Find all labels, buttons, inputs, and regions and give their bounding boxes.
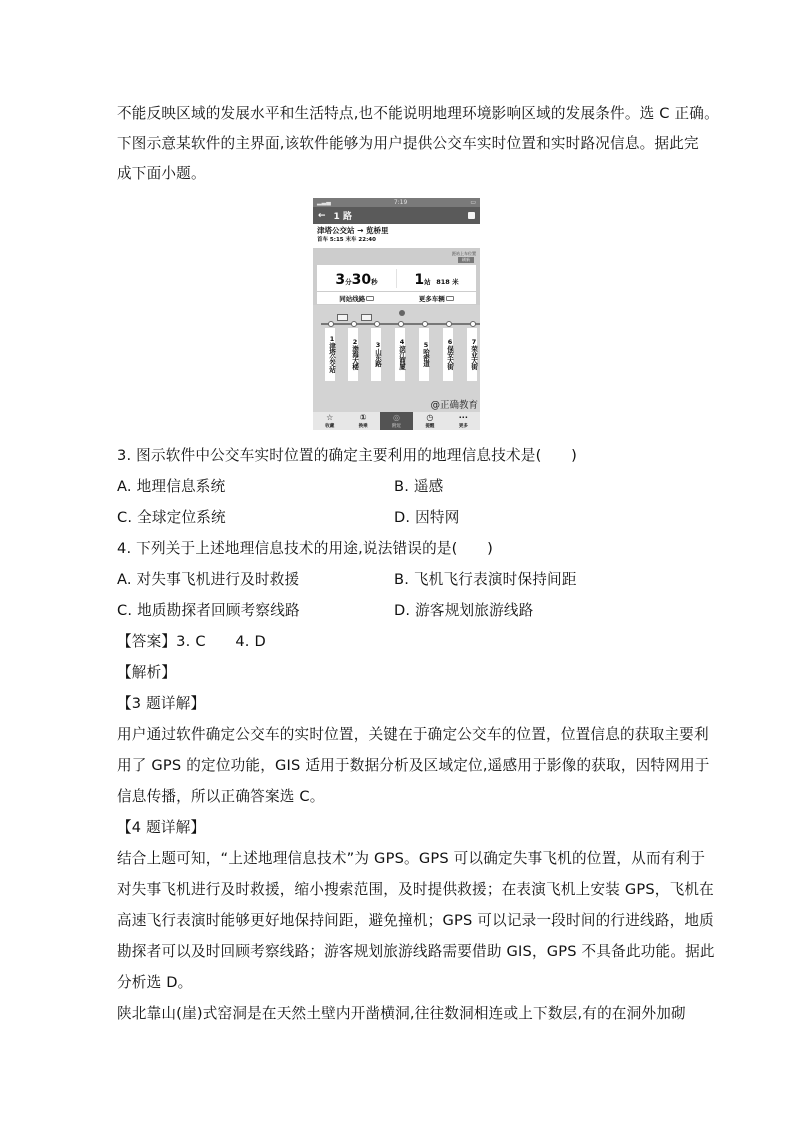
bus-app-screenshot [313,198,480,430]
nearby-icon: ◎ [393,413,400,422]
question-4-options-row-2 [117,601,679,621]
q3-option-b: B. 遥感 [394,478,444,495]
bottom-nav [313,412,480,430]
q4-option-d: D. 游客规划旅游线路 [394,602,534,619]
q4-detail-heading: 【4 题详解】 [117,819,206,836]
refresh-button: 刷新 [458,257,474,263]
question-4-stem: 4. 下列关于上述地理信息技术的用途,说法错误的是( ) [117,540,494,557]
transfer-icon: ① [359,413,367,422]
q3-option-a: A. 地理信息系统 [117,478,226,495]
q3-option-c: C. 全球定位系统 [117,509,226,526]
nav-transfer: ① 换乘 [346,412,379,430]
nav-favorites: ☆ 收藏 [313,412,346,430]
station-3: 3山东路 [371,321,382,381]
arrival-info [313,248,480,305]
q3-detail-line-1: 用户通过软件确定公交车的实时位置，关键在于确定公交车的位置，位置信息的获取主要利 [117,726,709,743]
bus-icon [361,314,372,321]
station-5: 5哈密道 [419,321,430,381]
map-icon [468,212,475,219]
nav-reminder: ◷ 提醒 [413,412,446,430]
question-3-options-row-2 [117,508,679,528]
answer-line: 【答案】3. C 4. D [117,633,266,650]
list-icon [366,296,374,301]
q3-detail-line-2: 用了 GPS 的定位功能，GIS 适用于数据分析及区域定位,遥感用于影像的获取，因特网用于 [117,757,710,774]
same-stop-lines-link: 同站线路 [317,294,397,303]
boarding-hint: 距站上车位置 [452,251,476,256]
back-arrow-icon: ← [318,210,326,221]
q4-option-c: C. 地质勘探者回顾考察线路 [117,602,300,619]
app-bar [313,207,480,224]
q4-detail-line-1: 结合上题可知，“上述地理信息技术”为 GPS。GPS 可以确定失事飞机的位置，从而有利于 [117,850,706,867]
station-4: 4滨江商厦 [395,321,406,381]
battery-icon: ▭ [470,199,476,206]
next-passage-line: 陕北靠山(崖)式窑洞是在天然土壁内开凿横洞,往往数洞相连或上下数层,有的在洞外加砌 [117,1005,686,1022]
station-1: 1津塔公交站 [325,321,336,381]
route-line-view [313,305,480,413]
status-time: 7:19 [393,199,408,206]
bus-icon [446,296,454,301]
intro-line-2: 下图示意某软件的主界面,该软件能够为用户提供公交车实时位置和实时路况信息。据此完 [117,135,699,152]
signal-icon: ▂▃▄ [317,199,331,206]
eta-card [317,265,476,291]
q4-detail-line-4: 勘探者可以及时回顾考察线路；游客规划旅游线路需要借助 GIS，GPS 不具备此功能。据此 [117,943,715,960]
analysis-heading: 【解析】 [117,664,177,681]
bus-icon [337,314,348,321]
location-pin-icon [399,310,405,316]
clock-icon: ◷ [426,413,434,422]
q4-detail-line-2: 对失事飞机进行及时救援，缩小搜索范围，及时提供救援；在表演飞机上安装 GPS，飞机在 [117,881,714,898]
q3-detail-heading: 【3 题详解】 [117,695,206,712]
q3-option-d: D. 因特网 [394,509,460,526]
route-info [313,224,480,248]
q4-detail-line-5: 分析选 D。 [117,974,193,991]
route-direction: 津塔公交站 → 览桥里 [317,226,389,235]
q4-option-b: B. 飞机飞行表演时保持间距 [394,571,577,588]
intro-line-1: 不能反映区域的发展水平和生活特点,也不能说明地理环境影响区域的发展条件。选 C 正确。 [117,105,719,122]
question-3-options-row-1 [117,477,679,497]
question-4-options-row-1 [117,570,679,590]
star-icon: ☆ [326,413,334,422]
intro-line-3: 成下面小题。 [117,165,206,182]
nav-more: ··· 更多 [447,412,480,430]
route-links [317,292,476,304]
station-6: 6保安大街 [443,321,454,381]
eta-time: 3分30秒 [335,271,378,288]
eta-distance: 1站 818 米 [396,269,476,288]
status-bar [313,198,480,207]
nav-nearby: ◎ 附近 [380,412,413,430]
question-3-stem: 3. 图示软件中公交车实时位置的确定主要利用的地理信息技术是( ) [117,447,577,464]
more-buses-link: 更多车辆 [397,294,477,303]
station-7: 7荣业大街 [467,321,478,381]
q4-option-a: A. 对失事飞机进行及时救援 [117,571,300,588]
route-title: 1 路 [333,212,352,222]
q4-detail-line-3: 高速飞行表演时能够更好地保持间距，避免撞机；GPS 可以记录一段时间的行进线路，地质 [117,912,714,929]
service-times: 首车 5:15 末车 22:40 [317,237,376,243]
more-icon: ··· [458,413,468,422]
station-2: 2渤海大楼 [348,321,359,381]
q3-detail-line-3: 信息传播，所以正确答案选 C。 [117,788,325,805]
watermark: @正确教育 [430,400,478,411]
